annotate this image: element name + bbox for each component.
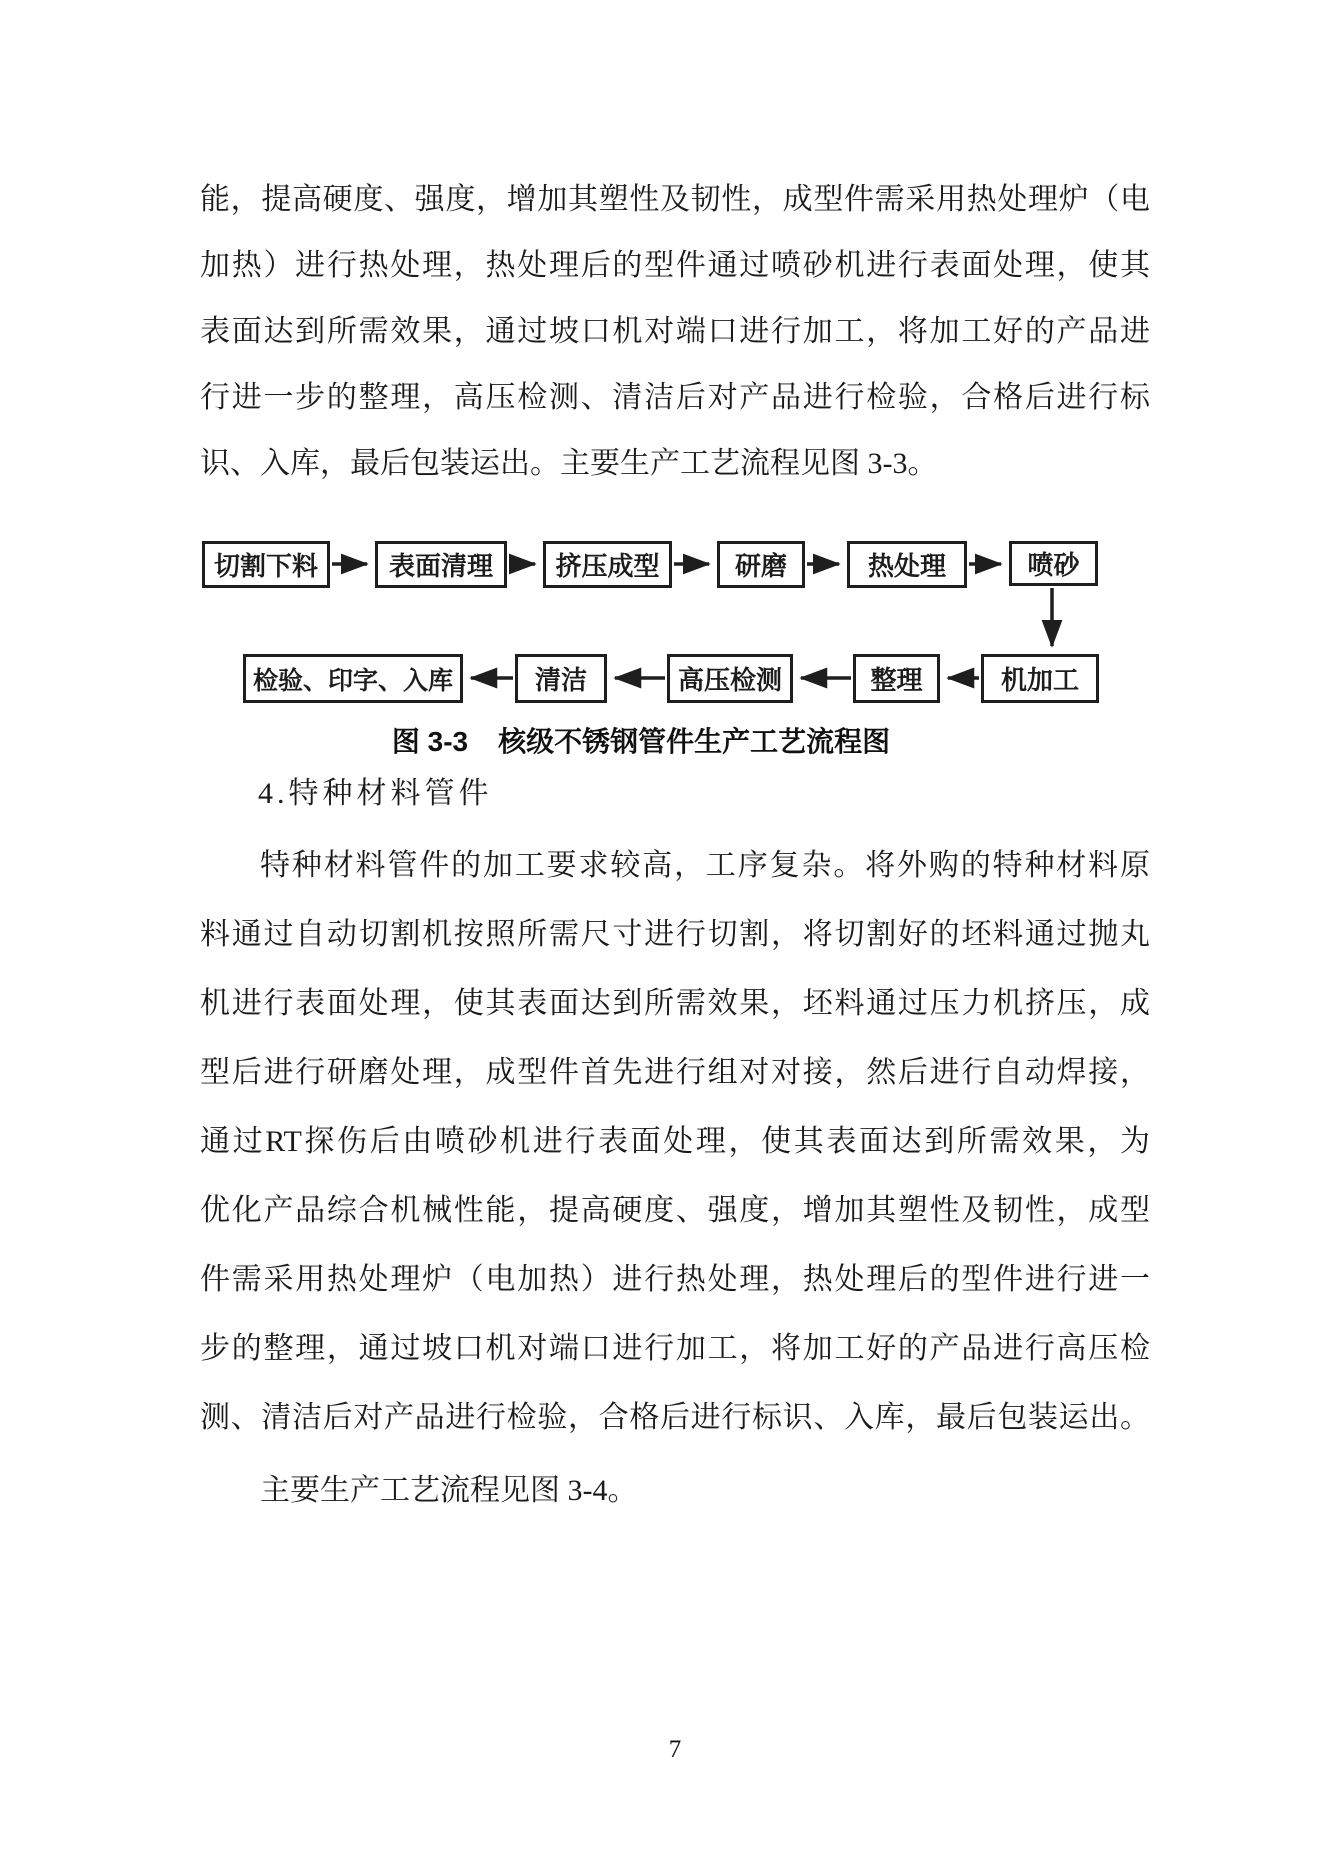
figure-3-3-flowchart bbox=[195, 528, 1155, 718]
flow-node-sandblasting: 喷砂 bbox=[1009, 541, 1098, 586]
figure-caption-title: 核级不锈钢管件生产工艺流程图 bbox=[498, 726, 891, 757]
flow-node-high-pressure-test: 高压检测 bbox=[667, 654, 793, 703]
text-line: 表面达到所需效果，通过坡口机对端口进行加工，将加工好的产品进 bbox=[200, 315, 1150, 348]
flow-node-tidying: 整理 bbox=[853, 654, 940, 703]
flow-node-inspection-marking-storage: 检验、印字、入库 bbox=[243, 654, 463, 703]
paragraph-3 bbox=[200, 1458, 1150, 1524]
figure-caption-label: 图 3-3 bbox=[391, 726, 469, 757]
flow-node-cutting-blanking: 切割下料 bbox=[202, 541, 330, 588]
text-line: 行进一步的整理，高压检测、清洁后对产品进行检验，合格后进行标 bbox=[200, 381, 1150, 414]
text-line: 特种材料管件的加工要求较高，工序复杂。将外购的特种材料原 bbox=[260, 849, 1150, 882]
flow-node-surface-cleaning: 表面清理 bbox=[375, 541, 507, 588]
text-line: 步的整理，通过坡口机对端口进行加工，将加工好的产品进行高压检 bbox=[200, 1332, 1150, 1365]
text-line: 测、清洁后对产品进行检验，合格后进行标识、入库，最后包装运出。 bbox=[200, 1401, 1150, 1434]
paragraph-2 bbox=[200, 831, 1150, 1452]
text-line: 料通过自动切割机按照所需尺寸进行切割，将切割好的坯料通过抛丸 bbox=[200, 918, 1150, 951]
text-line: 机进行表面处理，使其表面达到所需效果，坯料通过压力机挤压，成 bbox=[200, 987, 1150, 1020]
flow-node-heat-treatment: 热处理 bbox=[847, 541, 967, 588]
flow-node-machining: 机加工 bbox=[981, 654, 1099, 703]
flow-node-grinding: 研磨 bbox=[717, 541, 805, 588]
text-line: 能，提高硬度、强度，增加其塑性及韧性，成型件需采用热处理炉（电 bbox=[200, 183, 1150, 216]
text-line: 优化产品综合机械性能，提高硬度、强度，增加其塑性及韧性，成型 bbox=[200, 1194, 1150, 1227]
page-number: 7 bbox=[668, 1736, 682, 1763]
text-line: 主要生产工艺流程见图 3-4。 bbox=[260, 1474, 638, 1507]
text-line: 加热）进行热处理，热处理后的型件通过喷砂机进行表面处理，使其 bbox=[200, 249, 1150, 282]
flow-node-extrusion-forming: 挤压成型 bbox=[543, 541, 672, 588]
text-line: 件需采用热处理炉（电加热）进行热处理，热处理后的型件进行进一 bbox=[200, 1263, 1150, 1296]
text-line: 识、入库，最后包装运出。主要生产工艺流程见图 3-3。 bbox=[200, 447, 938, 480]
flow-node-cleaning: 清洁 bbox=[515, 654, 607, 703]
section-heading-4: 4.特种材料管件 bbox=[258, 777, 493, 810]
figure-caption bbox=[166, 720, 1116, 760]
text-line: 通过RT探伤后由喷砂机进行表面处理，使其表面达到所需效果，为 bbox=[200, 1125, 1150, 1158]
text-line: 型后进行研磨处理，成型件首先进行组对对接，然后进行自动焊接， bbox=[200, 1056, 1150, 1089]
paragraph-1 bbox=[200, 167, 1150, 497]
